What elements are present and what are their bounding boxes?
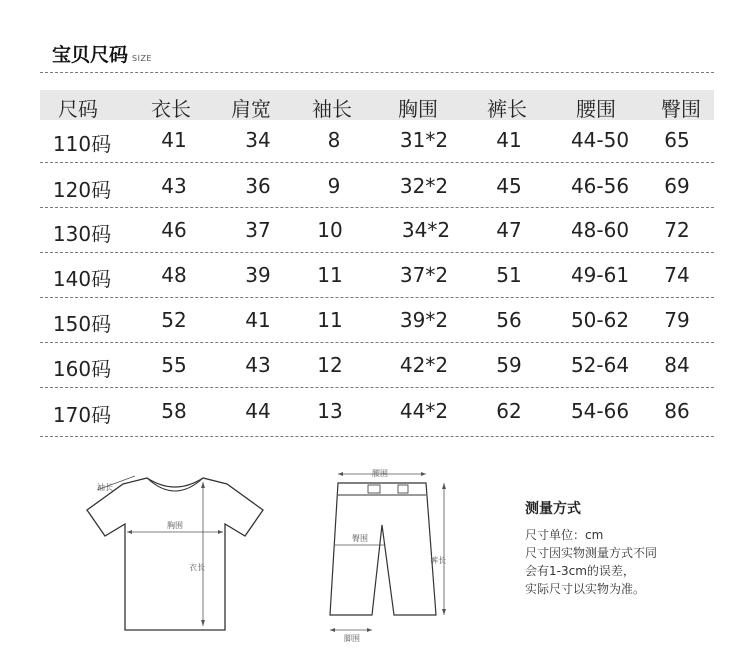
row-divider	[40, 252, 714, 253]
notes-line: 尺寸因实物测量方式不同	[525, 546, 658, 560]
table-cell: 52	[161, 308, 187, 332]
notes-line: 实际尺寸以实物为准。	[525, 582, 646, 596]
table-cell: 39*2	[399, 308, 449, 332]
table-cell: 41	[161, 128, 187, 152]
table-cell: 65	[664, 128, 690, 152]
pants-hip-label: 臀围	[352, 534, 368, 543]
header-garment-length: 衣长	[151, 97, 191, 121]
header-shoulder: 肩宽	[231, 97, 271, 121]
pants-hem-label: 脚围	[344, 634, 360, 643]
table-cell: 46	[161, 218, 187, 242]
table-cell: 11	[317, 308, 343, 332]
row-divider	[40, 387, 714, 388]
notes-line: 尺寸单位：cm	[525, 528, 604, 542]
shirt-sleeve-label: 袖长	[97, 483, 113, 492]
shirt-chest-label: 胸围	[167, 521, 183, 530]
table-cell: 46-56	[570, 174, 630, 198]
table-cell: 160码	[52, 357, 112, 381]
table-cell: 36	[245, 174, 271, 198]
table-cell: 44*2	[399, 399, 449, 423]
header-waist: 腰围	[576, 97, 616, 121]
table-cell: 69	[664, 174, 690, 198]
notes-title: 测量方式	[525, 501, 581, 517]
title-divider	[40, 72, 714, 73]
header-pants-length: 裤长	[487, 97, 527, 121]
shirt-length-label: 衣长	[189, 563, 205, 572]
table-cell: 110码	[52, 132, 112, 156]
table-cell: 54-66	[570, 399, 630, 423]
table-cell: 8	[327, 128, 341, 152]
table-cell: 55	[161, 353, 187, 377]
table-cell: 39	[245, 263, 271, 287]
table-cell: 74	[664, 263, 690, 287]
table-cell: 11	[317, 263, 343, 287]
page-title	[52, 40, 152, 67]
row-divider	[40, 342, 714, 343]
table-cell: 37*2	[399, 263, 449, 287]
page-subtitle: SIZE	[132, 54, 152, 63]
header-sleeve: 袖长	[312, 97, 352, 121]
table-cell: 130码	[52, 222, 112, 246]
table-cell: 31*2	[399, 128, 449, 152]
table-cell: 44	[245, 399, 271, 423]
table-cell: 45	[496, 174, 522, 198]
table-cell: 59	[496, 353, 522, 377]
table-bottom-divider	[40, 436, 714, 437]
table-cell: 41	[245, 308, 271, 332]
table-cell: 58	[161, 399, 187, 423]
table-cell: 47	[496, 218, 522, 242]
header-chest: 胸围	[398, 97, 438, 121]
table-cell: 48-60	[570, 218, 630, 242]
table-cell: 120码	[52, 178, 112, 202]
row-divider	[40, 162, 714, 163]
table-cell: 43	[161, 174, 187, 198]
table-cell: 140码	[52, 267, 112, 291]
table-cell: 41	[496, 128, 522, 152]
table-cell: 51	[496, 263, 522, 287]
pants-diagram	[318, 465, 458, 645]
table-cell: 56	[496, 308, 522, 332]
table-cell: 44-50	[570, 128, 630, 152]
table-cell: 72	[664, 218, 690, 242]
table-cell: 32*2	[399, 174, 449, 198]
table-cell: 34	[245, 128, 271, 152]
table-cell: 13	[317, 399, 343, 423]
table-cell: 12	[317, 353, 343, 377]
header-hip: 臀围	[661, 97, 701, 121]
table-cell: 50-62	[570, 308, 630, 332]
table-cell: 84	[664, 353, 690, 377]
page-title-text: 宝贝尺码	[52, 44, 129, 66]
shirt-diagram	[75, 470, 275, 640]
table-cell: 52-64	[570, 353, 630, 377]
table-cell: 62	[496, 399, 522, 423]
table-cell: 43	[245, 353, 271, 377]
row-divider	[40, 297, 714, 298]
pants-length-label: 裤长	[430, 556, 446, 565]
table-cell: 48	[161, 263, 187, 287]
table-cell: 10	[317, 218, 343, 242]
table-cell: 86	[664, 399, 690, 423]
table-cell: 79	[664, 308, 690, 332]
row-divider	[40, 207, 714, 208]
table-cell: 42*2	[399, 353, 449, 377]
header-size: 尺码	[58, 97, 98, 121]
pants-waist-label: 腰围	[372, 469, 388, 478]
table-cell: 150码	[52, 312, 112, 336]
table-cell: 9	[327, 174, 341, 198]
table-cell: 170码	[52, 403, 112, 427]
notes-line: 会有1-3cm的误差，	[525, 564, 635, 578]
table-cell: 37	[245, 218, 271, 242]
tshirt-outline-icon	[75, 470, 275, 640]
table-cell: 34*2	[401, 218, 451, 242]
table-cell: 49-61	[570, 263, 630, 287]
